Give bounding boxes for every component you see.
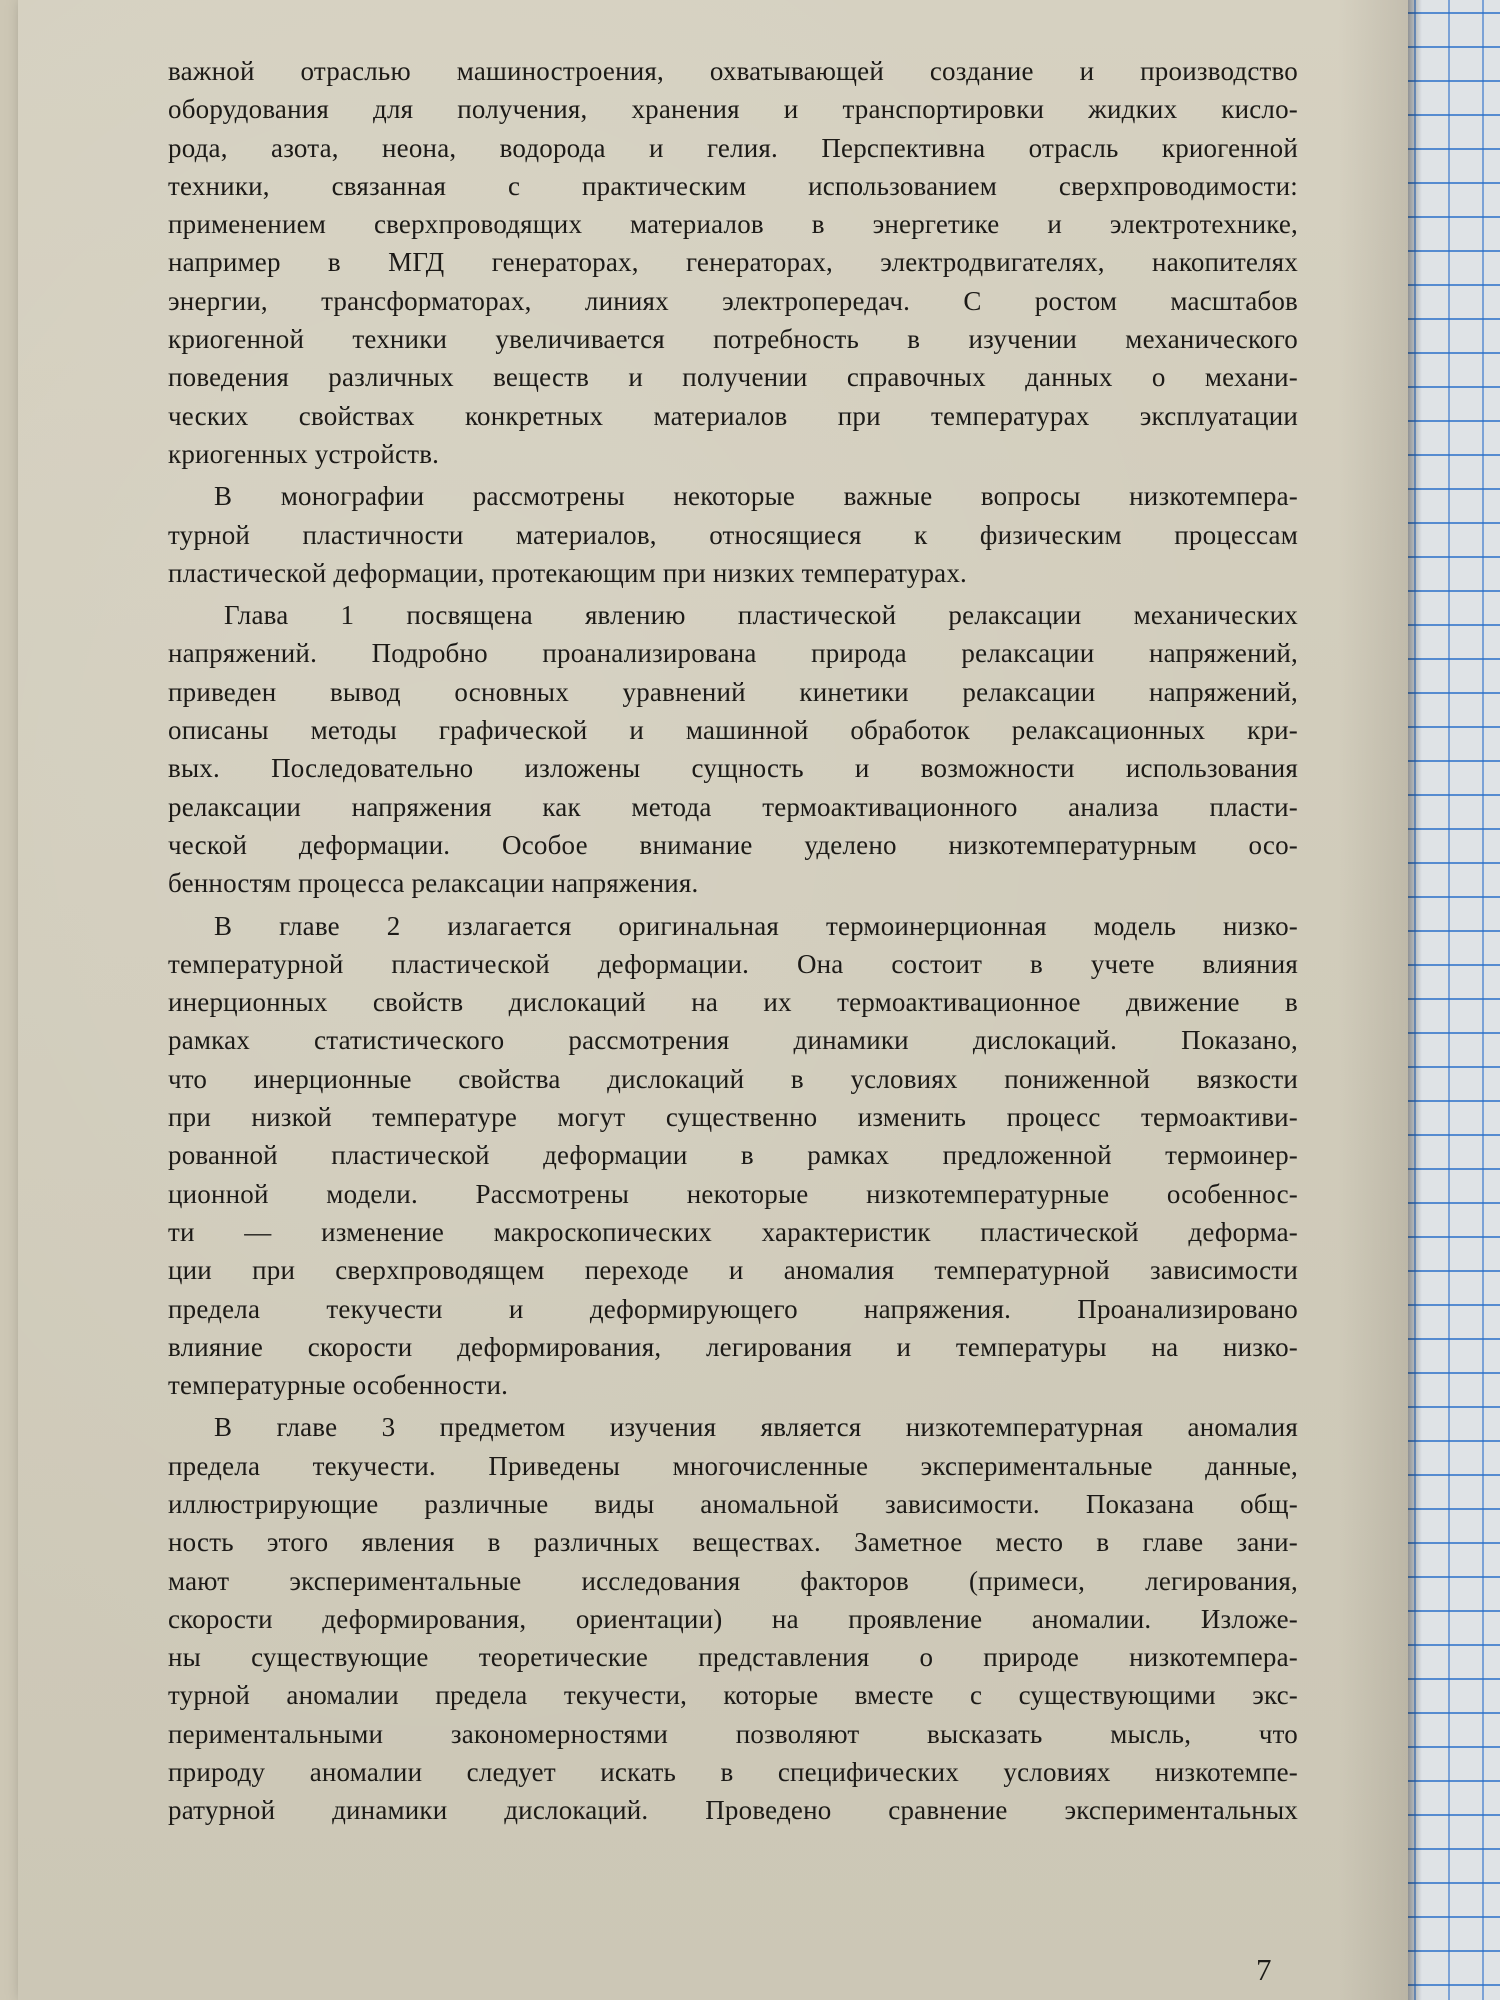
text-line: при низкой температуре могут существенно изменить процесс термоактиви- bbox=[168, 1102, 1298, 1133]
text-line: В главе 2 излагается оригинальная термоинерционная модель низко- bbox=[214, 910, 1298, 941]
text-line: Глава 1 посвящена явлению пластической релаксации механических bbox=[224, 600, 1298, 631]
text-line: природу аномалии следует искать в специфических условиях низкотемпе- bbox=[168, 1757, 1298, 1788]
text-line: предела текучести. Приведены многочисленные экспериментальные данные, bbox=[168, 1450, 1298, 1481]
text-line: ность этого явления в различных веществах. Заметное место в главе зани- bbox=[168, 1527, 1298, 1558]
text-line: В монографии рассмотрены некоторые важные вопросы низкотемпера- bbox=[214, 481, 1298, 512]
paragraph-chapter-3 bbox=[168, 1408, 1298, 1829]
text-line: бенностям процесса релаксации напряжения. bbox=[168, 868, 699, 899]
text-line: описаны методы графической и машинной обработок релаксационных кри- bbox=[168, 715, 1298, 746]
text-line: релаксации напряжения как метода термоактивационного анализа пласти- bbox=[168, 791, 1298, 822]
text-line: оборудования для получения, хранения и транспортировки жидких кисло- bbox=[168, 94, 1298, 125]
text-line: турной пластичности материалов, относящиеся к физическим процессам bbox=[168, 519, 1298, 550]
text-line: ти — изменение макроскопических характеристик пластической деформа- bbox=[168, 1216, 1298, 1247]
text-line: напряжений. Подробно проанализирована природа релаксации напряжений, bbox=[168, 638, 1298, 669]
paragraph-chapter-1 bbox=[168, 596, 1298, 902]
text-line: рованной пластической деформации в рамках предложенной термоинер- bbox=[168, 1140, 1298, 1171]
text-line: В главе 3 предметом изучения является низкотемпературная аномалия bbox=[214, 1412, 1298, 1443]
text-line: например в МГД генераторах, генераторах, электродвигателях, накопителях bbox=[168, 247, 1298, 278]
text-line: ратурной динамики дислокаций. Проведено сравнение экспериментальных bbox=[168, 1795, 1298, 1826]
text-line: что инерционные свойства дислокаций в условиях пониженной вязкости bbox=[168, 1063, 1298, 1094]
text-line: энергии, трансформаторах, линиях электропередач. С ростом масштабов bbox=[168, 285, 1298, 316]
text-line: важной отраслью машиностроения, охватывающей создание и производство bbox=[168, 56, 1298, 86]
text-line: рода, азота, неона, водорода и гелия. Перспективна отрасль криогенной bbox=[168, 132, 1298, 163]
text-line: криогенных устройств. bbox=[168, 438, 440, 469]
paragraph-monograph-overview bbox=[168, 477, 1298, 592]
text-line: турной аномалии предела текучести, которые вместе с существующими экс- bbox=[168, 1680, 1298, 1711]
text-line: ции при сверхпроводящем переходе и аномалия температурной зависимости bbox=[168, 1255, 1298, 1286]
text-line: ческих свойствах конкретных материалов при температурах эксплуатации bbox=[168, 400, 1298, 431]
text-line: скорости деформирования, ориентации) на проявление аномалии. Изложе- bbox=[168, 1603, 1298, 1634]
book-page bbox=[18, 0, 1408, 2000]
text-line: криогенной техники увеличивается потребность в изучении механического bbox=[168, 324, 1298, 355]
text-line: влияние скорости деформирования, легирования и температуры на низко- bbox=[168, 1331, 1298, 1362]
text-line: ционной модели. Рассмотрены некоторые низкотемпературные особеннос- bbox=[168, 1178, 1298, 1209]
text-line: мают экспериментальные исследования факторов (примеси, легирования, bbox=[168, 1565, 1298, 1596]
graph-paper-background bbox=[1408, 0, 1500, 2000]
text-line: техники, связанная с практическим использованием сверхпроводимости: bbox=[168, 170, 1298, 201]
text-line: периментальными закономерностями позволяют высказать мысль, что bbox=[168, 1718, 1298, 1749]
text-line: температурные особенности. bbox=[168, 1370, 509, 1401]
page-text-body bbox=[168, 52, 1298, 1834]
text-line: приведен вывод основных уравнений кинетики релаксации напряжений, bbox=[168, 676, 1298, 707]
text-line: иллюстрирующие различные виды аномальной зависимости. Показана общ- bbox=[168, 1488, 1298, 1519]
page-number: 7 bbox=[1256, 1952, 1272, 1987]
text-line: температурной пластической деформации. Она состоит в учете влияния bbox=[168, 948, 1298, 979]
paragraph-chapter-2 bbox=[168, 907, 1298, 1405]
text-line: применением сверхпроводящих материалов в энергетике и электротехнике, bbox=[168, 209, 1298, 240]
text-line: ческой деформации. Особое внимание уделено низкотемпературным осо- bbox=[168, 829, 1298, 860]
text-line: рамках статистического рассмотрения динамики дислокаций. Показано, bbox=[168, 1025, 1298, 1056]
text-line: пластической деформации, протекающим при низких температурах. bbox=[168, 557, 967, 588]
paragraph-cryogenic-industry bbox=[168, 52, 1298, 473]
text-line: ны существующие теоретические представления о природе низкотемпера- bbox=[168, 1642, 1298, 1673]
text-line: инерционных свойств дислокаций на их термоактивационное движение в bbox=[168, 987, 1298, 1018]
text-line: предела текучести и деформирующего напряжения. Проанализировано bbox=[168, 1293, 1298, 1324]
text-line: вых. Последовательно изложены сущность и возможности использования bbox=[168, 753, 1298, 784]
text-line: поведения различных веществ и получении справочных данных о механи- bbox=[168, 362, 1298, 393]
